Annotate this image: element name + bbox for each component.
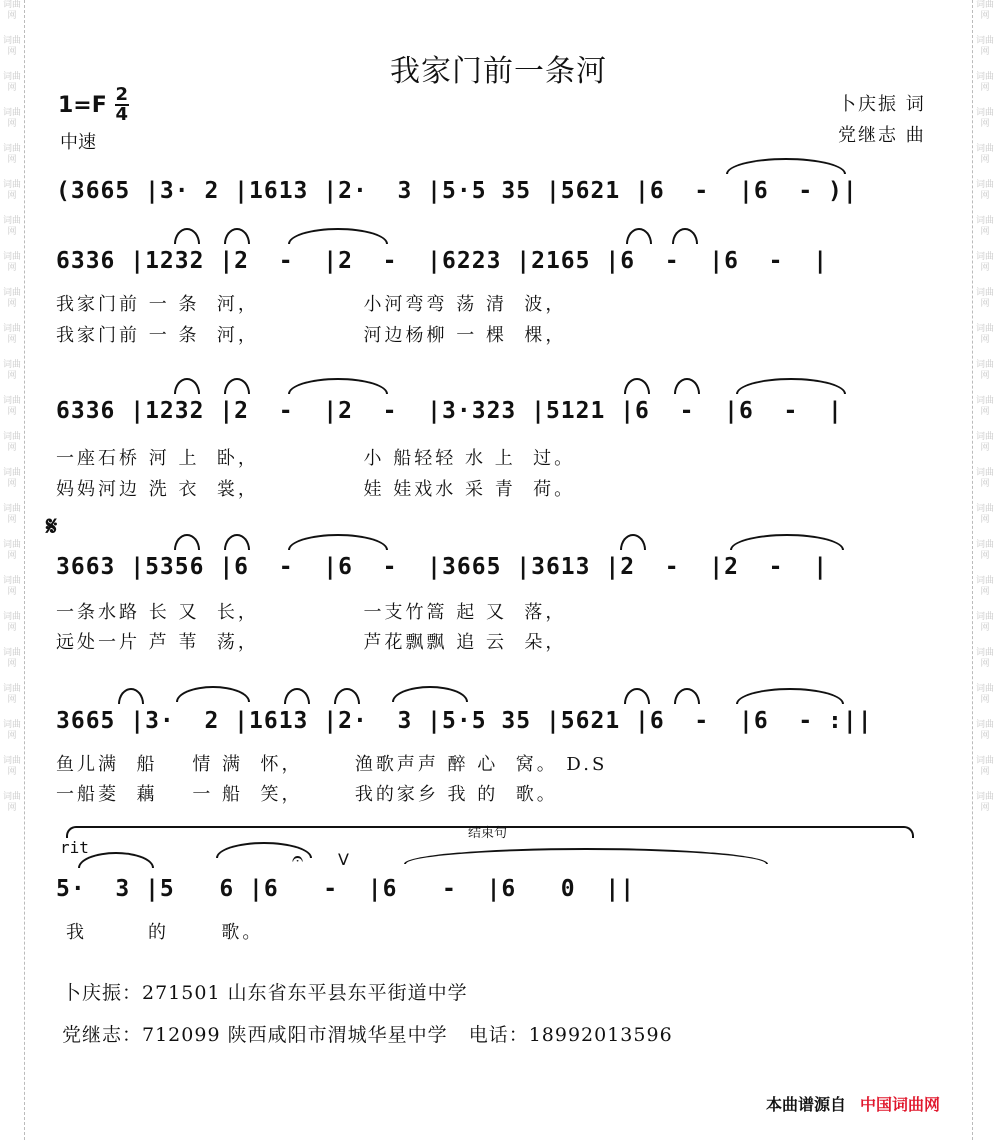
slur-arc (672, 228, 698, 244)
tie-arc (404, 848, 768, 864)
score-row-3 (56, 388, 938, 432)
tie-arc (288, 378, 388, 394)
slur-arc (224, 228, 250, 244)
breath-mark: V (338, 850, 349, 869)
left-watermark: 词曲网 词曲网 词曲网 词曲网 词曲网 词曲网 词曲网 词曲网 词曲网 词曲网 词曲网 词曲网 词曲网 词曲网 词曲网 词曲网 词曲网 词曲网 词曲网 词曲网 词曲网 词曲网 词曲网 (2, 0, 21, 813)
left-dashed-border (24, 0, 25, 1140)
tie-arc (730, 534, 844, 550)
slur-arc (624, 378, 650, 394)
score-row-5 (56, 698, 938, 742)
lyric-line: 一船菱 藕 一 船 笑， 我的家乡 我 的 歌。 (56, 784, 558, 805)
tempo-marking: 中速 (60, 132, 96, 153)
lyric-line: 一座石桥 河 上 卧， 小 船轻轻 水 上 过。 (56, 448, 576, 469)
time-signature (115, 86, 129, 124)
notation-line: (3665 |3· 2 |1613 |2· 3 |5·5 35 |5621 |6 - |6 - )| (56, 178, 858, 204)
slur-arc (392, 686, 468, 702)
slur-arc (224, 534, 250, 550)
slur-arc (626, 228, 652, 244)
score-row-1 (56, 168, 938, 212)
notation-line: 3665 |3· 2 |1613 |2· 3 |5·5 35 |5621 |6 - |6 - :|| (56, 708, 873, 734)
source-brand[interactable]: 中国词曲网 (860, 1095, 941, 1114)
key-label: 1=F (58, 92, 107, 118)
ending-label: 结束句 (468, 826, 508, 841)
lyric-line: 我家门前 一 条 河， 河边杨柳 一 棵 棵， (56, 325, 567, 346)
tie-arc (736, 688, 844, 704)
author-address-2: 党继志：712099 陕西咸阳市渭城华星中学 电话：18992013596 (62, 1024, 673, 1046)
composer-credit: 党继志 曲 (838, 125, 926, 146)
notation-line: 6336 |1232 |2 - |2 - |6223 |2165 |6 - |6 - | (56, 248, 829, 274)
source-label: 本曲谱源自 (766, 1095, 847, 1114)
source-credit (766, 1092, 940, 1115)
slur-arc (620, 534, 646, 550)
slur-arc (284, 688, 310, 704)
tie-arc (726, 158, 846, 174)
score-row-ending (56, 866, 938, 910)
fermata-mark: 𝄐 (292, 846, 304, 870)
notation-line: 6336 |1232 |2 - |2 - |3·323 |5121 |6 - |6 - | (56, 398, 843, 424)
right-dashed-border (972, 0, 973, 1140)
slur-arc (674, 688, 700, 704)
ritardando-mark: rit (60, 838, 89, 857)
score-row-2 (56, 238, 938, 282)
slur-arc (674, 378, 700, 394)
time-bottom: 4 (115, 104, 129, 125)
slur-arc (118, 688, 144, 704)
tie-arc (736, 378, 846, 394)
lyric-line: 鱼儿满 船 情 满 怀， 渔歌声声 醉 心 窝。 D.S (56, 754, 608, 775)
time-top: 2 (115, 84, 129, 105)
lyric-line: 我家门前 一 条 河， 小河弯弯 荡 清 波， (56, 294, 567, 315)
notation-line: 5· 3 |5 6 |6 - |6 - |6 0 || (56, 876, 636, 902)
song-title: 我家门前一条河 (390, 54, 607, 89)
slur-arc (624, 688, 650, 704)
slur-arc (174, 228, 200, 244)
lyric-line: 一条水路 长 又 长， 一支竹篙 起 又 落， (56, 602, 567, 623)
key-signature (58, 86, 129, 124)
slur-arc (334, 688, 360, 704)
segno-sign: 𝄋 (46, 512, 58, 542)
author-address-1: 卜庆振：271501 山东省东平县东平街道中学 (62, 982, 468, 1004)
slur-arc (174, 378, 200, 394)
slur-arc (174, 534, 200, 550)
right-watermark: 词曲网 词曲网 词曲网 词曲网 词曲网 词曲网 词曲网 词曲网 词曲网 词曲网 词曲网 词曲网 词曲网 词曲网 词曲网 词曲网 词曲网 词曲网 词曲网 词曲网 词曲网 词曲网 词曲网 (975, 0, 994, 813)
lyric-line: 远处一片 芦 苇 荡， 芦花飘飘 追 云 朵， (56, 632, 567, 653)
score-row-4 (56, 544, 938, 588)
slur-arc (176, 686, 250, 702)
tie-arc (288, 228, 388, 244)
notation-line: 3663 |5356 |6 - |6 - |3665 |3613 |2 - |2 - | (56, 554, 829, 580)
lyric-line: 妈妈河边 洗 衣 裳， 娃 娃戏水 采 青 荷。 (56, 479, 576, 500)
lyric-line: 我 的 歌。 (66, 922, 264, 943)
slur-arc (224, 378, 250, 394)
lyricist-credit: 卜庆振 词 (838, 94, 926, 115)
tie-arc (288, 534, 388, 550)
